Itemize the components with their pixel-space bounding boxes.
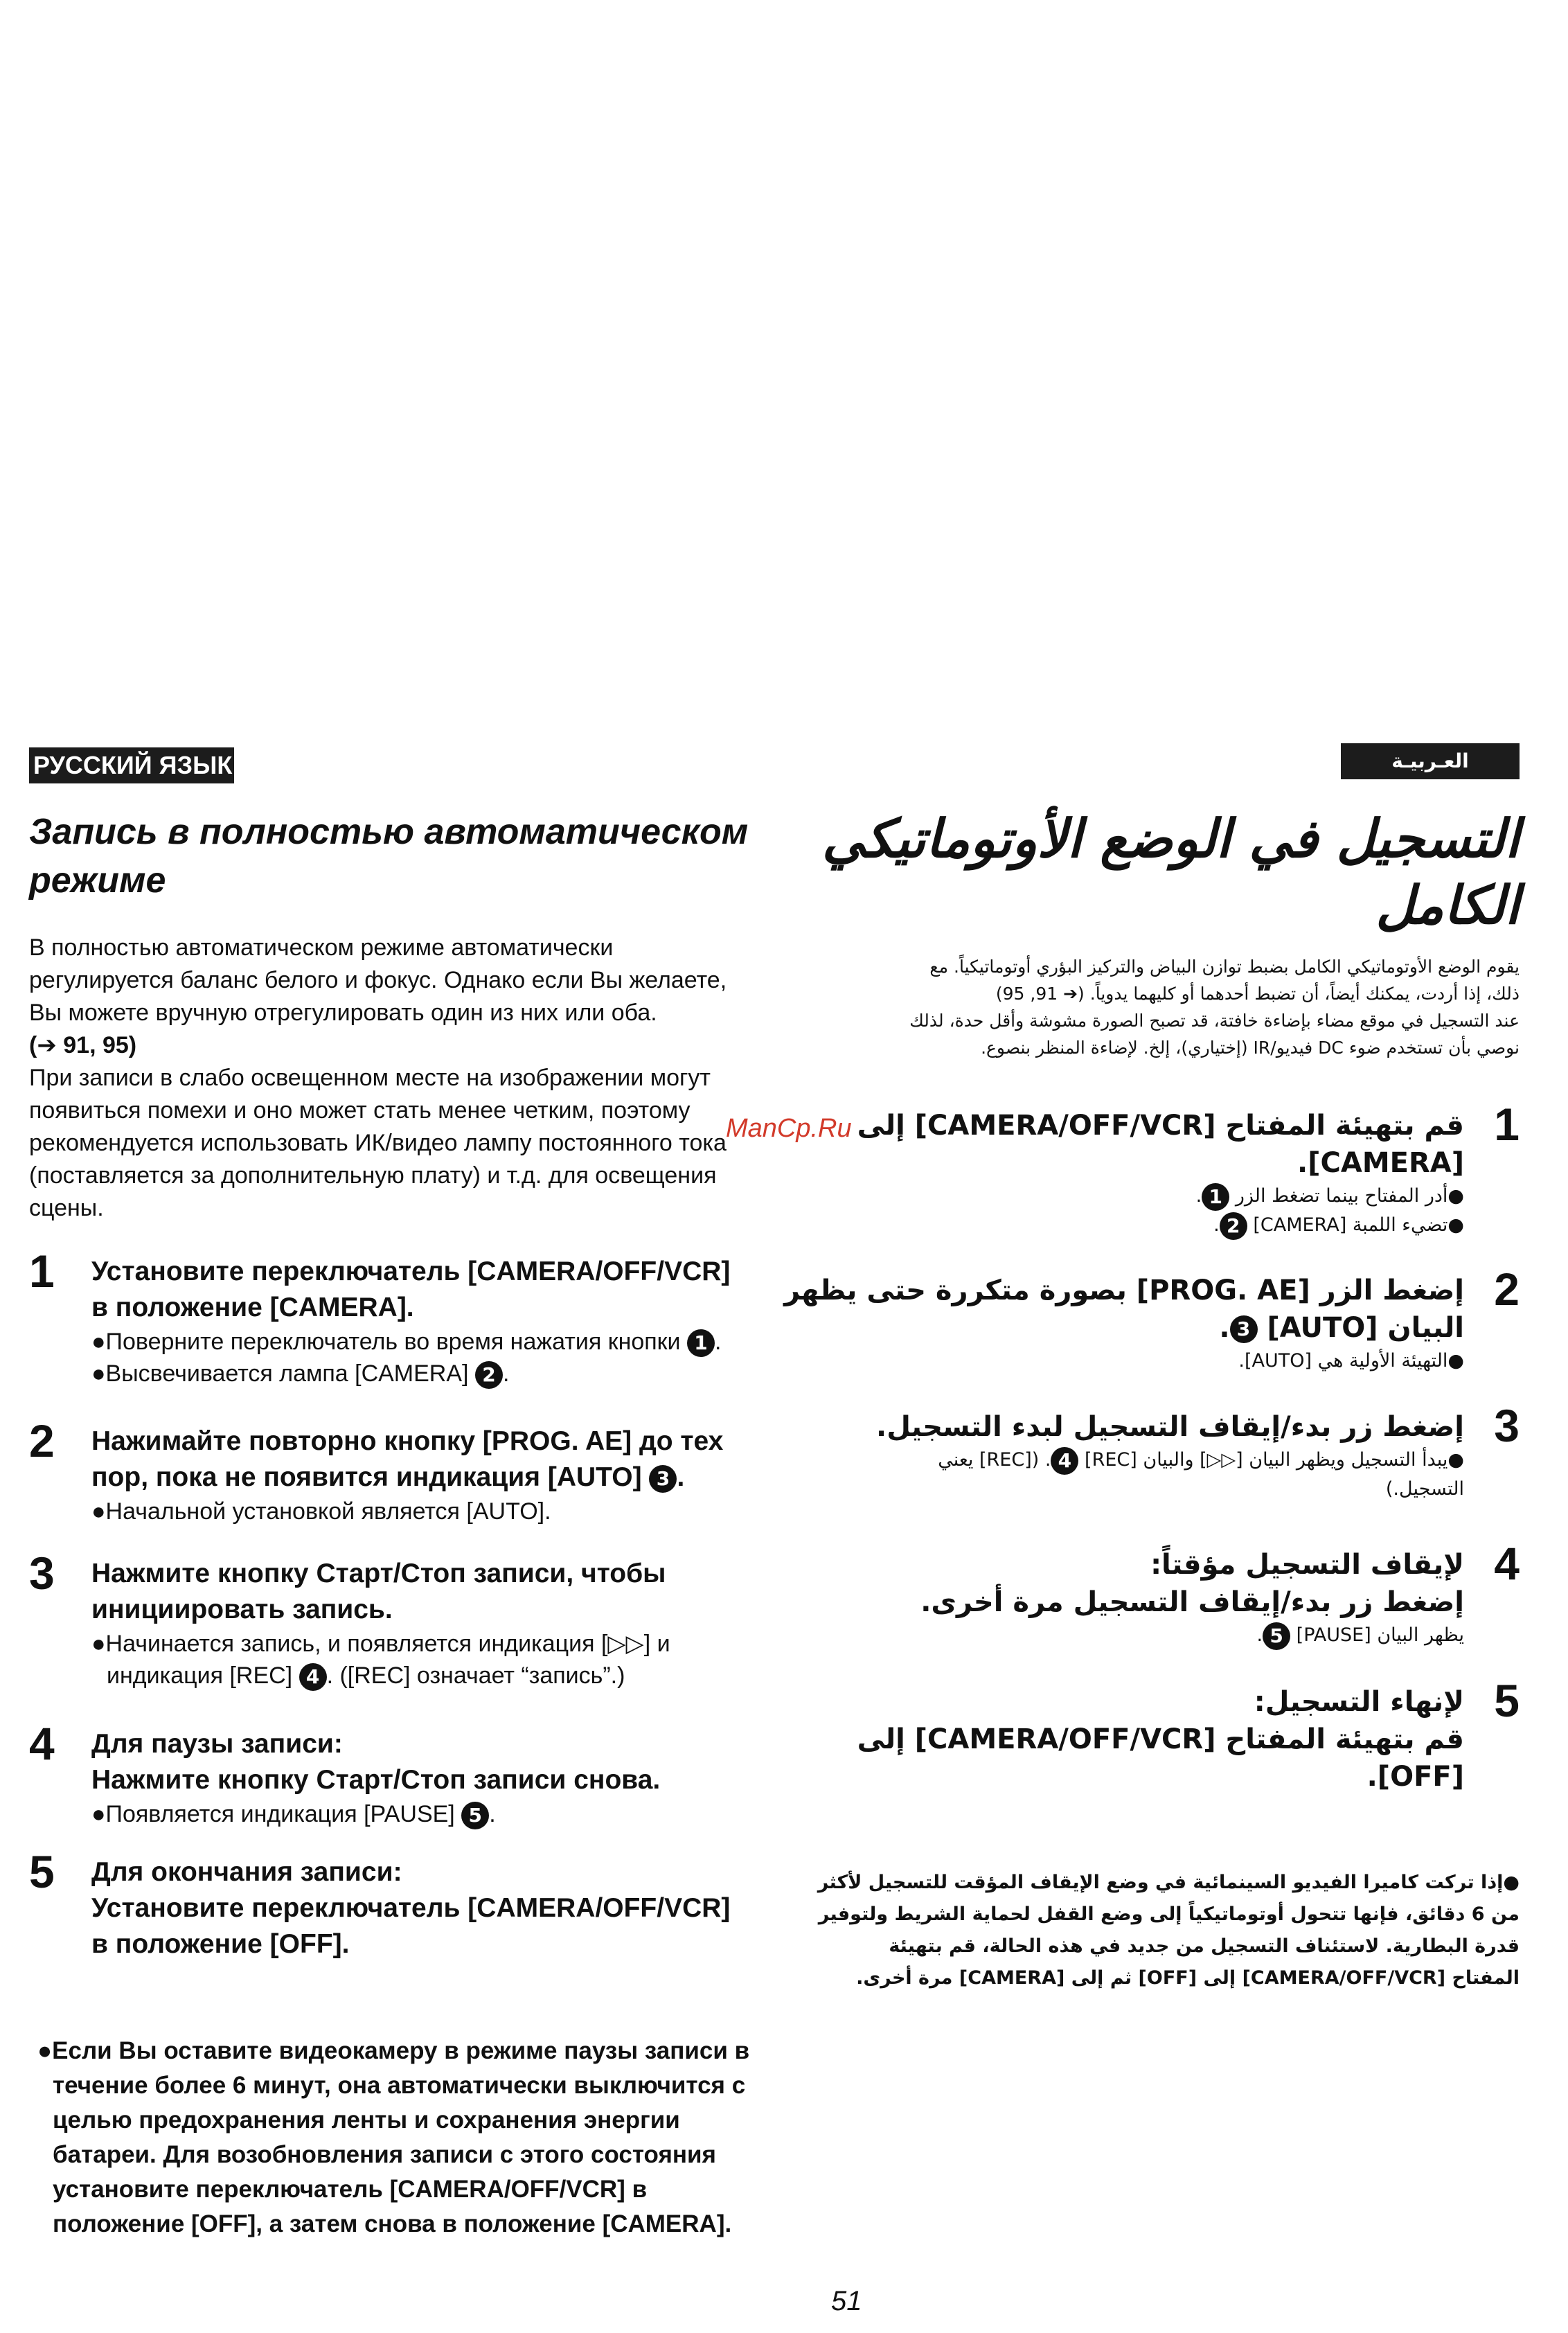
note-line: положение [OFF], а затем снова в положение [CAMERA].	[53, 2210, 732, 2237]
step-number: 3	[29, 1547, 55, 1599]
callout-marker-2: 2	[475, 1361, 503, 1389]
step-bullet: ●Поверните переключатель во время нажатия кнопки 1 .	[91, 1326, 805, 1358]
step-heading: Установите переключатель [CAMERA/OFF/VCR]	[91, 1257, 731, 1286]
russian-language-tab: РУССКИЙ ЯЗЫК	[29, 747, 234, 783]
intro-line: сцены.	[29, 1195, 104, 1221]
step-number: 5	[29, 1846, 55, 1897]
step-number: 3	[1494, 1400, 1520, 1451]
step-bullet: التسجيل.)	[1385, 1478, 1464, 1500]
step-number: 4	[1494, 1538, 1520, 1589]
step-bullet: ●Высвечивается лампа [CAMERA] 2 .	[91, 1358, 805, 1390]
russian-step-3	[29, 1547, 805, 1692]
arabic-title-line-1: التسجيل في الوضع الأوتوماتيكي	[822, 808, 1520, 869]
callout-marker-4: 4	[1051, 1447, 1078, 1475]
callout-marker-3: 3	[649, 1465, 677, 1493]
russian-step-1	[29, 1245, 805, 1390]
step-number: 4	[29, 1718, 55, 1769]
step-number: 1	[29, 1245, 55, 1297]
step-number: 2	[29, 1415, 55, 1466]
intro-line: (поставляется за дополнительную плату) и т.д. для освещения	[29, 1162, 717, 1189]
step-heading: Для окончания записи:	[91, 1857, 402, 1887]
russian-step-5	[29, 1846, 805, 1962]
callout-marker-3: 3	[1230, 1315, 1258, 1343]
step-number: 1	[1494, 1099, 1520, 1150]
arabic-step-2	[758, 1263, 1520, 1376]
intro-reference: (➔ 91, 95)	[29, 1032, 137, 1058]
step-heading: قم بتهيئة المفتاح [CAMERA/OFF/VCR] إلى	[857, 1110, 1464, 1142]
step-heading: [OFF].	[1366, 1761, 1464, 1793]
step-heading: إضغط زر بدء/إيقاف التسجيل لبدء التسجيل.	[876, 1411, 1464, 1443]
intro-line: ذلك، إذا أردت، يمكنك أيضاً، أن تضبط أحدهما أو كليهما يدوياً. (➔ 91, 95)	[995, 984, 1520, 1004]
step-heading: إضغط الزر [PROG. AE] بصورة متكررة حتى يظهر	[784, 1275, 1464, 1306]
watermark: ManCp.Ru	[726, 1114, 852, 1143]
step-heading: Установите переключатель [CAMERA/OFF/VCR]	[91, 1893, 731, 1923]
note-line: целью предохранения ленты и сохранения энергии	[53, 2106, 680, 2134]
intro-line: Вы можете вручную отрегулировать один из них или оба.	[29, 1000, 657, 1026]
callout-marker-5: 5	[1263, 1622, 1290, 1650]
step-heading: قم بتهيئة المفتاح [CAMERA/OFF/VCR] إلى	[857, 1723, 1464, 1755]
step-bullet: ●Начальной установкой является [AUTO].	[91, 1498, 551, 1525]
russian-title-line-1: Запись в полностью автоматическом	[29, 812, 749, 852]
step-heading: Нажмите кнопку Старт/Стоп записи снова.	[91, 1765, 661, 1795]
arabic-pause-note	[758, 1867, 1520, 1994]
step-heading: в положение [OFF].	[91, 1929, 350, 1959]
arabic-intro	[758, 953, 1520, 1061]
step-heading: Нажимайте повторно кнопку [PROG. AE] до тех	[91, 1426, 724, 1456]
russian-step-2	[29, 1415, 805, 1527]
step-bullet: индикация [REC] 4 . ([REC] означает “запись”.)	[91, 1660, 805, 1692]
step-bullet: ●يبدأ التسجيل ويظهر البيان [▷▷] والبيان [REC] 4. ([REC] يعني	[758, 1446, 1464, 1475]
note-line: من 6 دقائق، فإنها تتحول أوتوماتيكياً إلى وضع القفل لحماية الشريط ولتوفير	[818, 1904, 1520, 1925]
intro-line: регулируется баланс белого и фокус. Однако если Вы желаете,	[29, 967, 727, 993]
callout-marker-2: 2	[1220, 1212, 1247, 1240]
step-heading: Для паузы записи:	[91, 1729, 343, 1759]
note-line: قدرة البطارية. لاستئناف التسجيل من جديد في هذه الحالة، قم بتهيئة	[889, 1935, 1520, 1957]
step-bullet: ●Появляется индикация [PAUSE] 5 .	[91, 1798, 805, 1830]
step-heading: в положение [CAMERA].	[91, 1293, 414, 1322]
step-number: 5	[1494, 1675, 1520, 1726]
intro-line: появиться помехи и оно может стать менее четким, поэтому	[29, 1097, 691, 1124]
note-line: المفتاح [CAMERA/OFF/VCR] إلى [OFF] ثم إلى [CAMERA] مرة أخرى.	[856, 1967, 1520, 1989]
intro-line: نوصي بأن تستخدم ضوء DC فيديو/IR (إختياري)، إلخ. لإضاءة المنظر بنصوع.	[981, 1038, 1520, 1058]
russian-title	[29, 808, 798, 905]
intro-line: يقوم الوضع الأوتوماتيكي الكامل بضبط توازن البياض والتركيز البؤري أوتوماتيكياً. مع	[929, 957, 1520, 977]
arabic-language-tab: العـربيـة	[1341, 743, 1520, 779]
step-heading: [CAMERA].	[1297, 1147, 1464, 1179]
step-bullet: يظهر البيان [PAUSE] 5.	[758, 1621, 1464, 1650]
step-bullet: ●تضيء اللمبة [CAMERA] 2.	[758, 1211, 1464, 1240]
step-heading: إضغط زر بدء/إيقاف التسجيل مرة أخرى.	[920, 1586, 1464, 1618]
intro-line: В полностью автоматическом режиме автоматически	[29, 934, 614, 961]
step-heading: пор, пока не появится индикация [AUTO] 3 .	[91, 1462, 685, 1492]
note-line: ●إذا تركت كاميرا الفيديو السينمائية في وضع الإيقاف المؤقت للتسجيل لأكثر	[817, 1872, 1520, 1893]
arabic-step-5	[758, 1675, 1520, 1795]
bullet-text: ●Высвечивается лампа [CAMERA]	[91, 1360, 469, 1387]
step-heading: لإيقاف التسجيل مؤقتاً:	[1150, 1549, 1464, 1581]
page-number: 51	[831, 2286, 862, 2316]
intro-line: عند التسجيل في موقع مضاء بإضاءة خافتة، قد تصبح الصورة مشوشة وأقل حدة، لذلك	[909, 1011, 1520, 1031]
arabic-step-3	[758, 1400, 1520, 1504]
russian-title-line-2: режиме	[29, 860, 166, 901]
step-heading: Нажмите кнопку Старт/Стоп записи, чтобы	[91, 1559, 666, 1588]
intro-line: При записи в слабо освещенном месте на изображении могут	[29, 1065, 711, 1091]
step-bullet: ●أدر المفتاح بينما تضغط الزر 1.	[758, 1182, 1464, 1211]
russian-intro	[29, 932, 798, 1225]
note-line: батареи. Для возобновления записи с этого состояния	[53, 2141, 716, 2168]
note-line: ●Если Вы оставите видеокамеру в режиме паузы записи в	[37, 2037, 750, 2064]
step-number: 2	[1494, 1263, 1520, 1315]
step-bullet: ●Начинается запись, и появляется индикация [▷▷] и	[91, 1631, 670, 1657]
note-line: течение более 6 минут, она автоматически выключится с	[53, 2072, 746, 2099]
note-line: установите переключатель [CAMERA/OFF/VCR] в	[53, 2176, 648, 2203]
arabic-title	[758, 806, 1520, 939]
step-heading: البيان [AUTO] 3.	[1219, 1312, 1464, 1344]
arabic-step-4	[758, 1538, 1520, 1650]
callout-marker-1: 1	[687, 1329, 715, 1357]
intro-line: рекомендуется использовать ИК/видео лампу постоянного тока	[29, 1130, 727, 1156]
callout-marker-5: 5	[461, 1802, 489, 1829]
russian-pause-note	[37, 2034, 806, 2242]
russian-step-4	[29, 1718, 805, 1830]
step-heading: инициировать запись.	[91, 1595, 393, 1624]
step-bullet: ●التهيئة الأولية هي [AUTO].	[1238, 1350, 1464, 1372]
step-heading: لإنهاء التسجيل:	[1254, 1686, 1464, 1718]
bullet-text: ●Поверните переключатель во время нажатия кнопки	[91, 1329, 681, 1355]
callout-marker-4: 4	[299, 1663, 327, 1691]
arabic-step-1	[758, 1099, 1520, 1240]
arabic-title-line-2: الكامل	[1375, 874, 1520, 936]
callout-marker-1: 1	[1202, 1183, 1229, 1211]
